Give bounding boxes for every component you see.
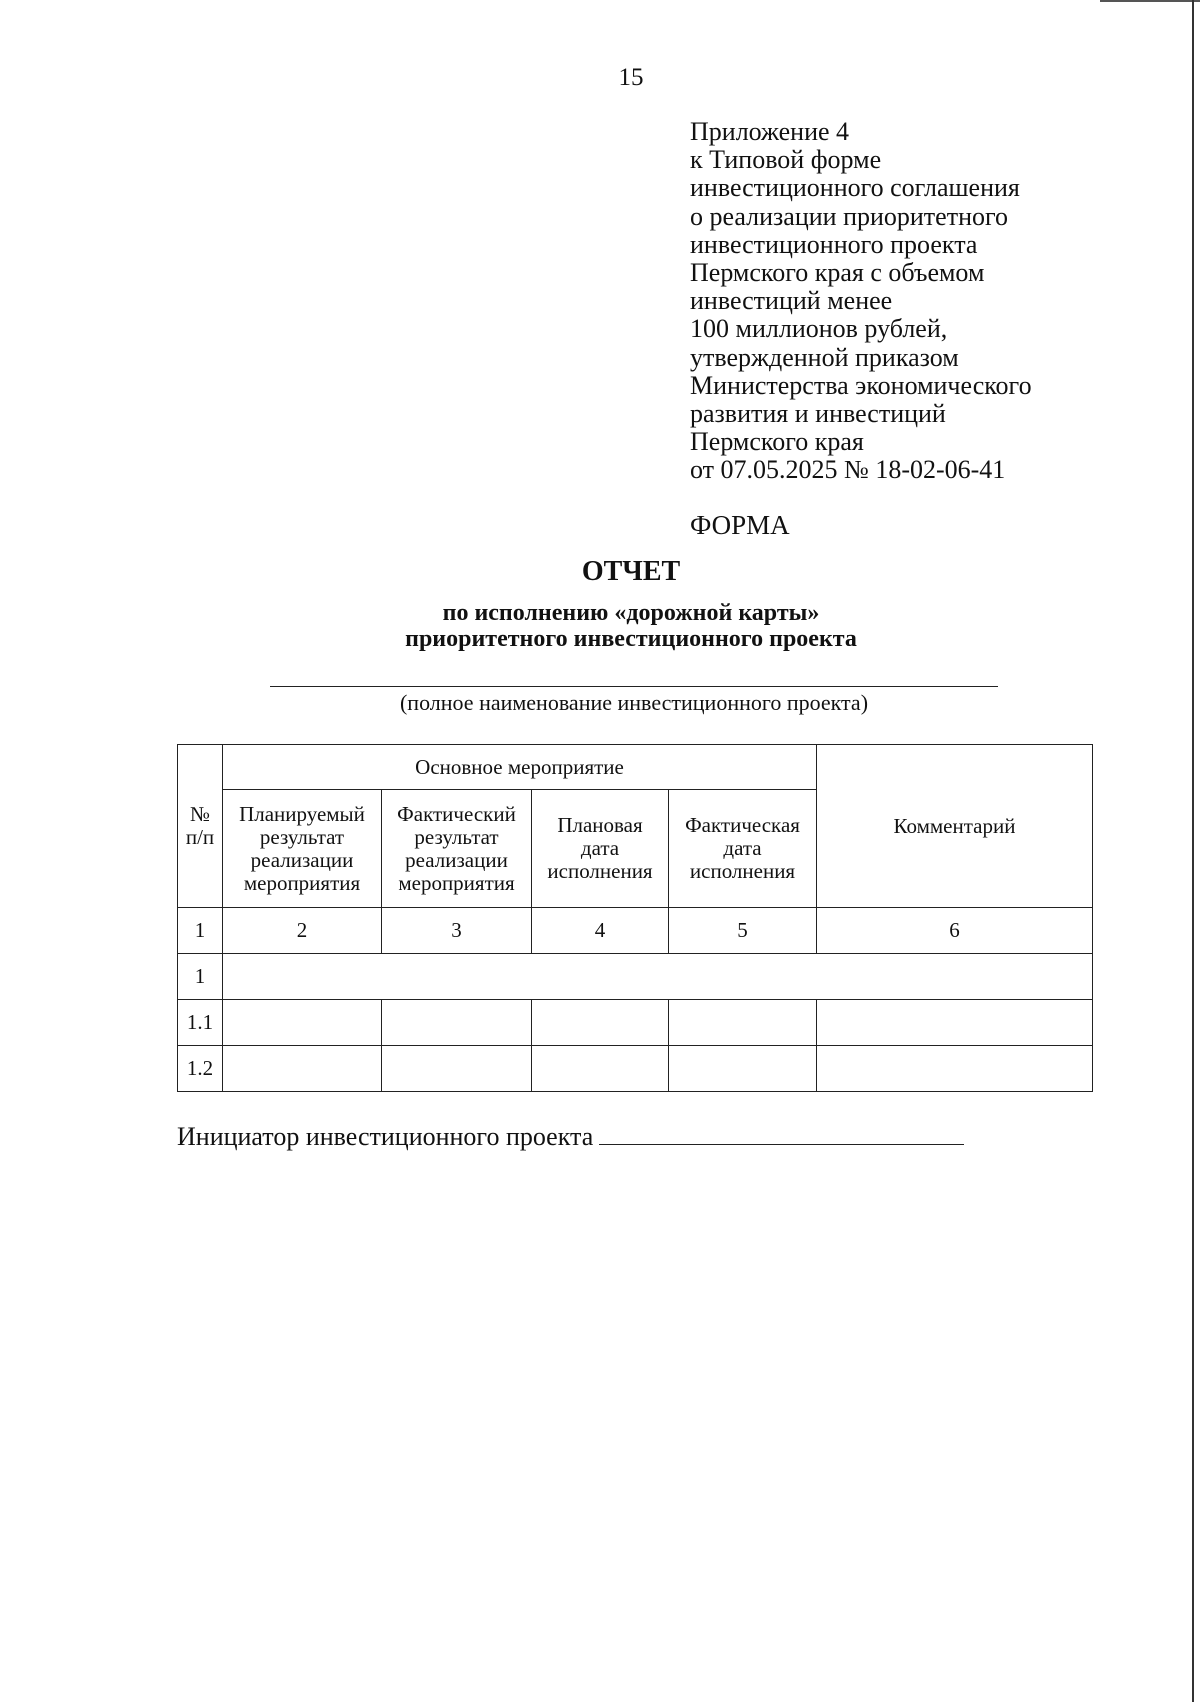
empty-cell[interactable] <box>382 1000 532 1046</box>
header-main-activity: Основное мероприятие <box>223 745 817 790</box>
empty-cell[interactable] <box>669 1000 817 1046</box>
scan-edge-top <box>1100 0 1200 2</box>
project-name-line <box>270 686 998 687</box>
header-planned-date <box>532 790 669 908</box>
empty-cell[interactable] <box>223 1046 382 1092</box>
row-number: 1.2 <box>178 1046 223 1092</box>
header-actual-date <box>669 790 817 908</box>
column-number: 5 <box>669 908 817 954</box>
header-text: результат <box>414 824 499 849</box>
header-text: Фактический <box>397 801 516 826</box>
empty-cell[interactable] <box>817 1046 1093 1092</box>
table-header-row <box>178 745 1093 790</box>
page-number: 15 <box>618 64 644 91</box>
appendix-line: развития и инвестиций <box>690 399 946 429</box>
header-text: Плановая <box>557 813 643 837</box>
signature-block <box>177 1122 964 1152</box>
appendix-note <box>690 118 1032 485</box>
appendix-line: 100 миллионов рублей, <box>690 314 948 344</box>
table-row <box>178 1046 1093 1092</box>
column-numbers-row <box>178 908 1093 954</box>
merged-empty-cell[interactable] <box>223 954 1093 1000</box>
header-text: результат <box>259 824 345 849</box>
header-text: № <box>189 802 211 826</box>
header-number <box>178 745 223 908</box>
scan-edge-right <box>1192 0 1194 1702</box>
table-row <box>178 954 1093 1000</box>
report-title: ОТЧЕТ <box>581 556 681 587</box>
column-number: 3 <box>382 908 532 954</box>
empty-cell[interactable] <box>532 1000 669 1046</box>
appendix-line: Пермского края <box>690 427 864 457</box>
row-number: 1 <box>178 954 223 1000</box>
header-text: дата <box>580 836 620 860</box>
header-actual-result <box>382 790 532 908</box>
header-text: исполнения <box>689 859 796 883</box>
appendix-line: Пермского края с объемом <box>690 258 985 288</box>
header-text: реализации <box>250 847 354 872</box>
appendix-line: к Типовой форме <box>690 145 882 175</box>
appendix-line: Приложение 4 <box>690 117 850 146</box>
appendix-line: инвестиционного соглашения <box>690 173 1020 203</box>
column-number: 6 <box>817 908 1093 954</box>
project-name-caption: (полное наименование инвестиционного проекта) <box>399 690 869 715</box>
table-row <box>178 1000 1093 1046</box>
form-label: ФОРМА <box>690 510 790 540</box>
header-text: реализации <box>405 847 508 872</box>
header-text: исполнения <box>547 859 653 883</box>
header-text: п/п <box>185 825 215 849</box>
appendix-line: утвержденной приказом <box>690 342 959 372</box>
appendix-line: инвестиций менее <box>690 286 893 316</box>
header-text: мероприятия <box>398 870 515 895</box>
empty-cell[interactable] <box>532 1046 669 1092</box>
column-number: 2 <box>223 908 382 954</box>
report-table <box>177 744 1093 1092</box>
report-subtitle <box>0 600 1200 652</box>
header-text: мероприятия <box>243 870 361 895</box>
header-planned-result <box>223 790 382 908</box>
signature-line[interactable] <box>599 1122 964 1145</box>
header-text: Фактическая <box>685 813 800 837</box>
header-text: Планируемый <box>239 801 365 826</box>
appendix-line: Министерства экономического <box>690 370 1032 400</box>
header-text: дата <box>723 836 762 860</box>
appendix-line: от 07.05.2025 № 18-02-06-41 <box>690 455 1006 485</box>
column-number: 1 <box>178 908 223 954</box>
appendix-line: о реализации приоритетного <box>690 201 1009 231</box>
empty-cell[interactable] <box>817 1000 1093 1046</box>
signature-label: Инициатор инвестиционного проекта <box>177 1122 594 1151</box>
appendix-line: инвестиционного проекта <box>690 229 978 259</box>
empty-cell[interactable] <box>382 1046 532 1092</box>
empty-cell[interactable] <box>669 1046 817 1092</box>
subtitle-line: приоритетного инвестиционного проекта <box>405 626 857 652</box>
header-comment: Комментарий <box>817 745 1093 908</box>
subtitle-line: по исполнению «дорожной карты» <box>442 600 820 626</box>
empty-cell[interactable] <box>223 1000 382 1046</box>
column-number: 4 <box>532 908 669 954</box>
row-number: 1.1 <box>178 1000 223 1046</box>
